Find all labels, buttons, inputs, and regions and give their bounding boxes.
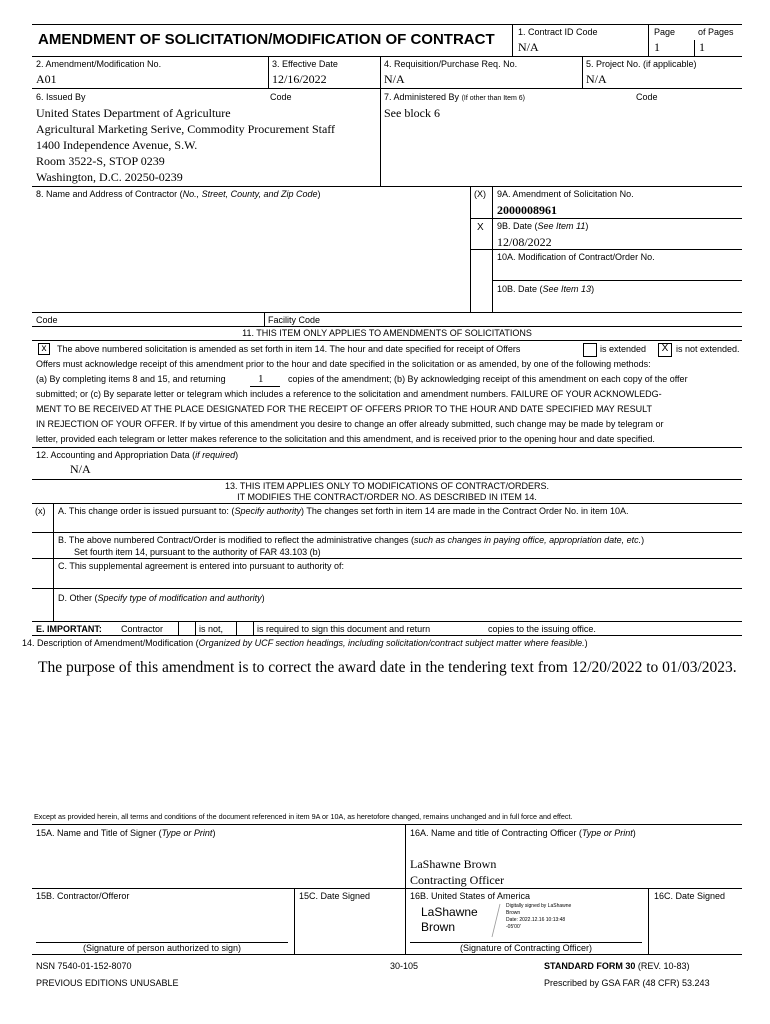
item11-line6: IN REJECTION OF YOUR OFFER. If by virtue of this amendment you desire to change an offer already submitted, such change may be made by telegram or (36, 419, 664, 429)
page-value: 1 (654, 40, 660, 54)
date-9b-label: 9B. Date (See Item 11) (497, 221, 589, 231)
administered-by-label: 7. Administered By (If other than Item 6) (384, 92, 525, 102)
important-rest: is required to sign this document and return (257, 624, 431, 634)
contract-id-label: 1. Contract ID Code (518, 27, 598, 37)
administered-by-value: See block 6 (384, 106, 440, 120)
facility-code-label: Facility Code (268, 315, 321, 325)
form-title: AMENDMENT OF SOLICITATION/MODIFICATION OF CONTRACT (38, 31, 495, 48)
date-10b-label: 10B. Date (See Item 13) (497, 284, 595, 294)
item11-amended-checkbox[interactable]: x (38, 343, 50, 355)
co-name: LaShawne Brown (410, 857, 497, 871)
effective-date-value: 12/16/2022 (272, 72, 327, 86)
item11-line4: submitted; or (c) By separate letter or telegram which includes a reference to the solicitation and amendment numbers. FAILURE OF YOUR ACKNOWLEDG- (36, 389, 662, 399)
signature-stroke-icon (478, 903, 508, 944)
amend-sol-label: 9A. Amendment of Solicitation No. (497, 189, 634, 199)
issued-by-line: 1400 Independence Avenue, S.W. (36, 138, 198, 152)
nsn-number: NSN 7540-01-152-8070 (36, 961, 132, 971)
signature-note: Brown (506, 910, 521, 916)
prescribed-by: Prescribed by GSA FAR (48 CFR) 53.243 (544, 978, 710, 988)
contract-id-value: N/A (518, 40, 539, 54)
signature-name: LaShawne (421, 905, 478, 919)
administered-by-code-label: Code (636, 92, 658, 102)
date-15c-label: 15C. Date Signed (299, 891, 371, 901)
item13-heading1: 13. THIS ITEM APPLIES ONLY TO MODIFICATIONS OF CONTRACT/ORDERS. (224, 481, 550, 491)
item12-label: 12. Accounting and Appropriation Data (if required) (36, 450, 239, 460)
page-label: Page (654, 27, 676, 37)
item11-heading: 11. THIS ITEM ONLY APPLIES TO AMENDMENTS OF SOLICITATIONS (242, 328, 532, 338)
sig-caption-left: (Signature of person authorized to sign) (82, 943, 242, 953)
effective-date-label: 3. Effective Date (272, 59, 338, 69)
item14-label: 14. Description of Amendment/Modification (Organized by UCF section headings, including solicitation/contract subject matter where feasible.) (22, 638, 588, 648)
date-9b-value: 12/08/2022 (497, 235, 552, 249)
item13-x-header: (x) (35, 506, 46, 516)
item13-c-text: C. This supplemental agreement is entered into pursuant to authority of: (58, 561, 344, 571)
signature-note: -05'00' (506, 924, 521, 930)
previous-editions: PREVIOUS EDITIONS UNUSABLE (36, 978, 179, 988)
item11-line2: Offers must acknowledge receipt of this amendment prior to the hour and date specified in the solicitation or as amended, by one of the following methods: (36, 359, 651, 369)
signature-note: Digitally signed by LaShawne (506, 903, 572, 909)
item11-line7: letter, provided each telegram or letter makes reference to the solicitation and this amendment, and is received prior to the opening hour and date specified. (36, 434, 655, 444)
not-extended-label: is not extended. (676, 344, 740, 354)
item14-description: The purpose of this amendment is to correct the award date in the tendering text from 12/20/2022 to 01/03/2023. (38, 659, 737, 676)
of-pages-label: of Pages (698, 27, 734, 37)
signer-label: 15A. Name and Title of Signer (Type or Print) (36, 828, 216, 838)
signature-note: Date: 2022.12.16 10:13:48 (506, 917, 566, 923)
item13-b-text: B. The above numbered Contract/Order is modified to reflect the administrative changes (such as changes in paying office, appropriation date, etc.) (58, 535, 645, 545)
amendment-no-label: 2. Amendment/Modification No. (36, 59, 162, 69)
contractor-code-label: Code (36, 315, 58, 325)
contractor-offeror-label: 15B. Contractor/Offeror (36, 891, 130, 901)
date-16c-label: 16C. Date Signed (654, 891, 726, 901)
amend-sol-value: 2000008961 (497, 203, 557, 217)
digital-signature (418, 903, 588, 941)
amend-sol-mark: X (477, 222, 484, 233)
item11-line3b: copies of the amendment; (b) By acknowledging receipt of this amendment on each copy of the offer (288, 374, 688, 384)
item11-line3a: (a) By completing items 8 and 15, and returning (36, 374, 226, 384)
item13-a-text: A. This change order is issued pursuant to: (Specify authority) The changes set forth in item 14 are made in the Contract Order No. in item 10A. (58, 506, 629, 516)
x-column-header: (X) (474, 189, 486, 199)
copies-value: 1 (258, 373, 264, 385)
project-no-value: N/A (586, 72, 607, 86)
standard-form-label: STANDARD FORM 30 (REV. 10-83) (544, 961, 690, 971)
amendment-no-value: A01 (36, 72, 57, 86)
item13-b-line2: Set fourth item 14, pursuant to the authority of FAR 43.103 (b) (74, 547, 321, 557)
issued-by-label: 6. Issued By (36, 92, 86, 102)
requisition-value: N/A (384, 72, 405, 86)
signature-name: Brown (421, 920, 456, 934)
not-extended-checkbox[interactable]: X (658, 343, 672, 357)
important-contractor: Contractor (121, 624, 164, 634)
co-title: Contracting Officer (410, 873, 505, 887)
requisition-label: 4. Requisition/Purchase Req. No. (384, 59, 518, 69)
item11-line5: MENT TO BE RECEIVED AT THE PLACE DESIGNATED FOR THE RECEIPT OF OFFERS PRIOR TO THE HOUR AND DATE SPECIFIED MAY RESULT (36, 404, 652, 414)
form-code: 30-105 (390, 961, 419, 971)
issued-by-code-label: Code (270, 92, 292, 102)
co-label: 16A. Name and title of Contracting Officer (Type or Print) (410, 828, 636, 838)
issued-by-line: Agricultural Marketing Serive, Commodity Procurement Staff (36, 122, 336, 136)
of-pages-value: 1 (699, 40, 705, 54)
item11-line1: The above numbered solicitation is amended as set forth in item 14. The hour and date specified for receipt of Offers (57, 344, 521, 354)
is-extended-label: is extended (600, 344, 647, 354)
important-label: E. IMPORTANT: (36, 624, 102, 634)
issued-by-line: United States Department of Agriculture (36, 106, 231, 120)
item12-value: N/A (70, 462, 91, 476)
item13-heading2: IT MODIFIES THE CONTRACT/ORDER NO. AS DESCRIBED IN ITEM 14. (237, 492, 537, 502)
issued-by-line: Room 3522-S, STOP 0239 (36, 154, 165, 168)
usa-label: 16B. United States of America (410, 891, 531, 901)
sig-caption-right: (Signature of Contracting Officer) (460, 943, 592, 953)
important-copies: copies to the issuing office. (488, 624, 596, 634)
item13-d-text: D. Other (Specify type of modification and authority) (58, 593, 265, 603)
mod-10a-label: 10A. Modification of Contract/Order No. (497, 252, 655, 262)
is-extended-checkbox[interactable] (583, 343, 597, 357)
important-is-not: is not, (199, 624, 224, 634)
project-no-label: 5. Project No. (if applicable) (586, 59, 697, 69)
contractor-label: 8. Name and Address of Contractor (No., Street, County, and Zip Code) (36, 189, 321, 199)
except-text: Except as provided herein, all terms and conditions of the document referenced in item 9A or 10A, as heretofore changed, remains unchanged and in full force and effect. (34, 812, 573, 821)
issued-by-line: Washington, D.C. 20250-0239 (36, 170, 183, 184)
